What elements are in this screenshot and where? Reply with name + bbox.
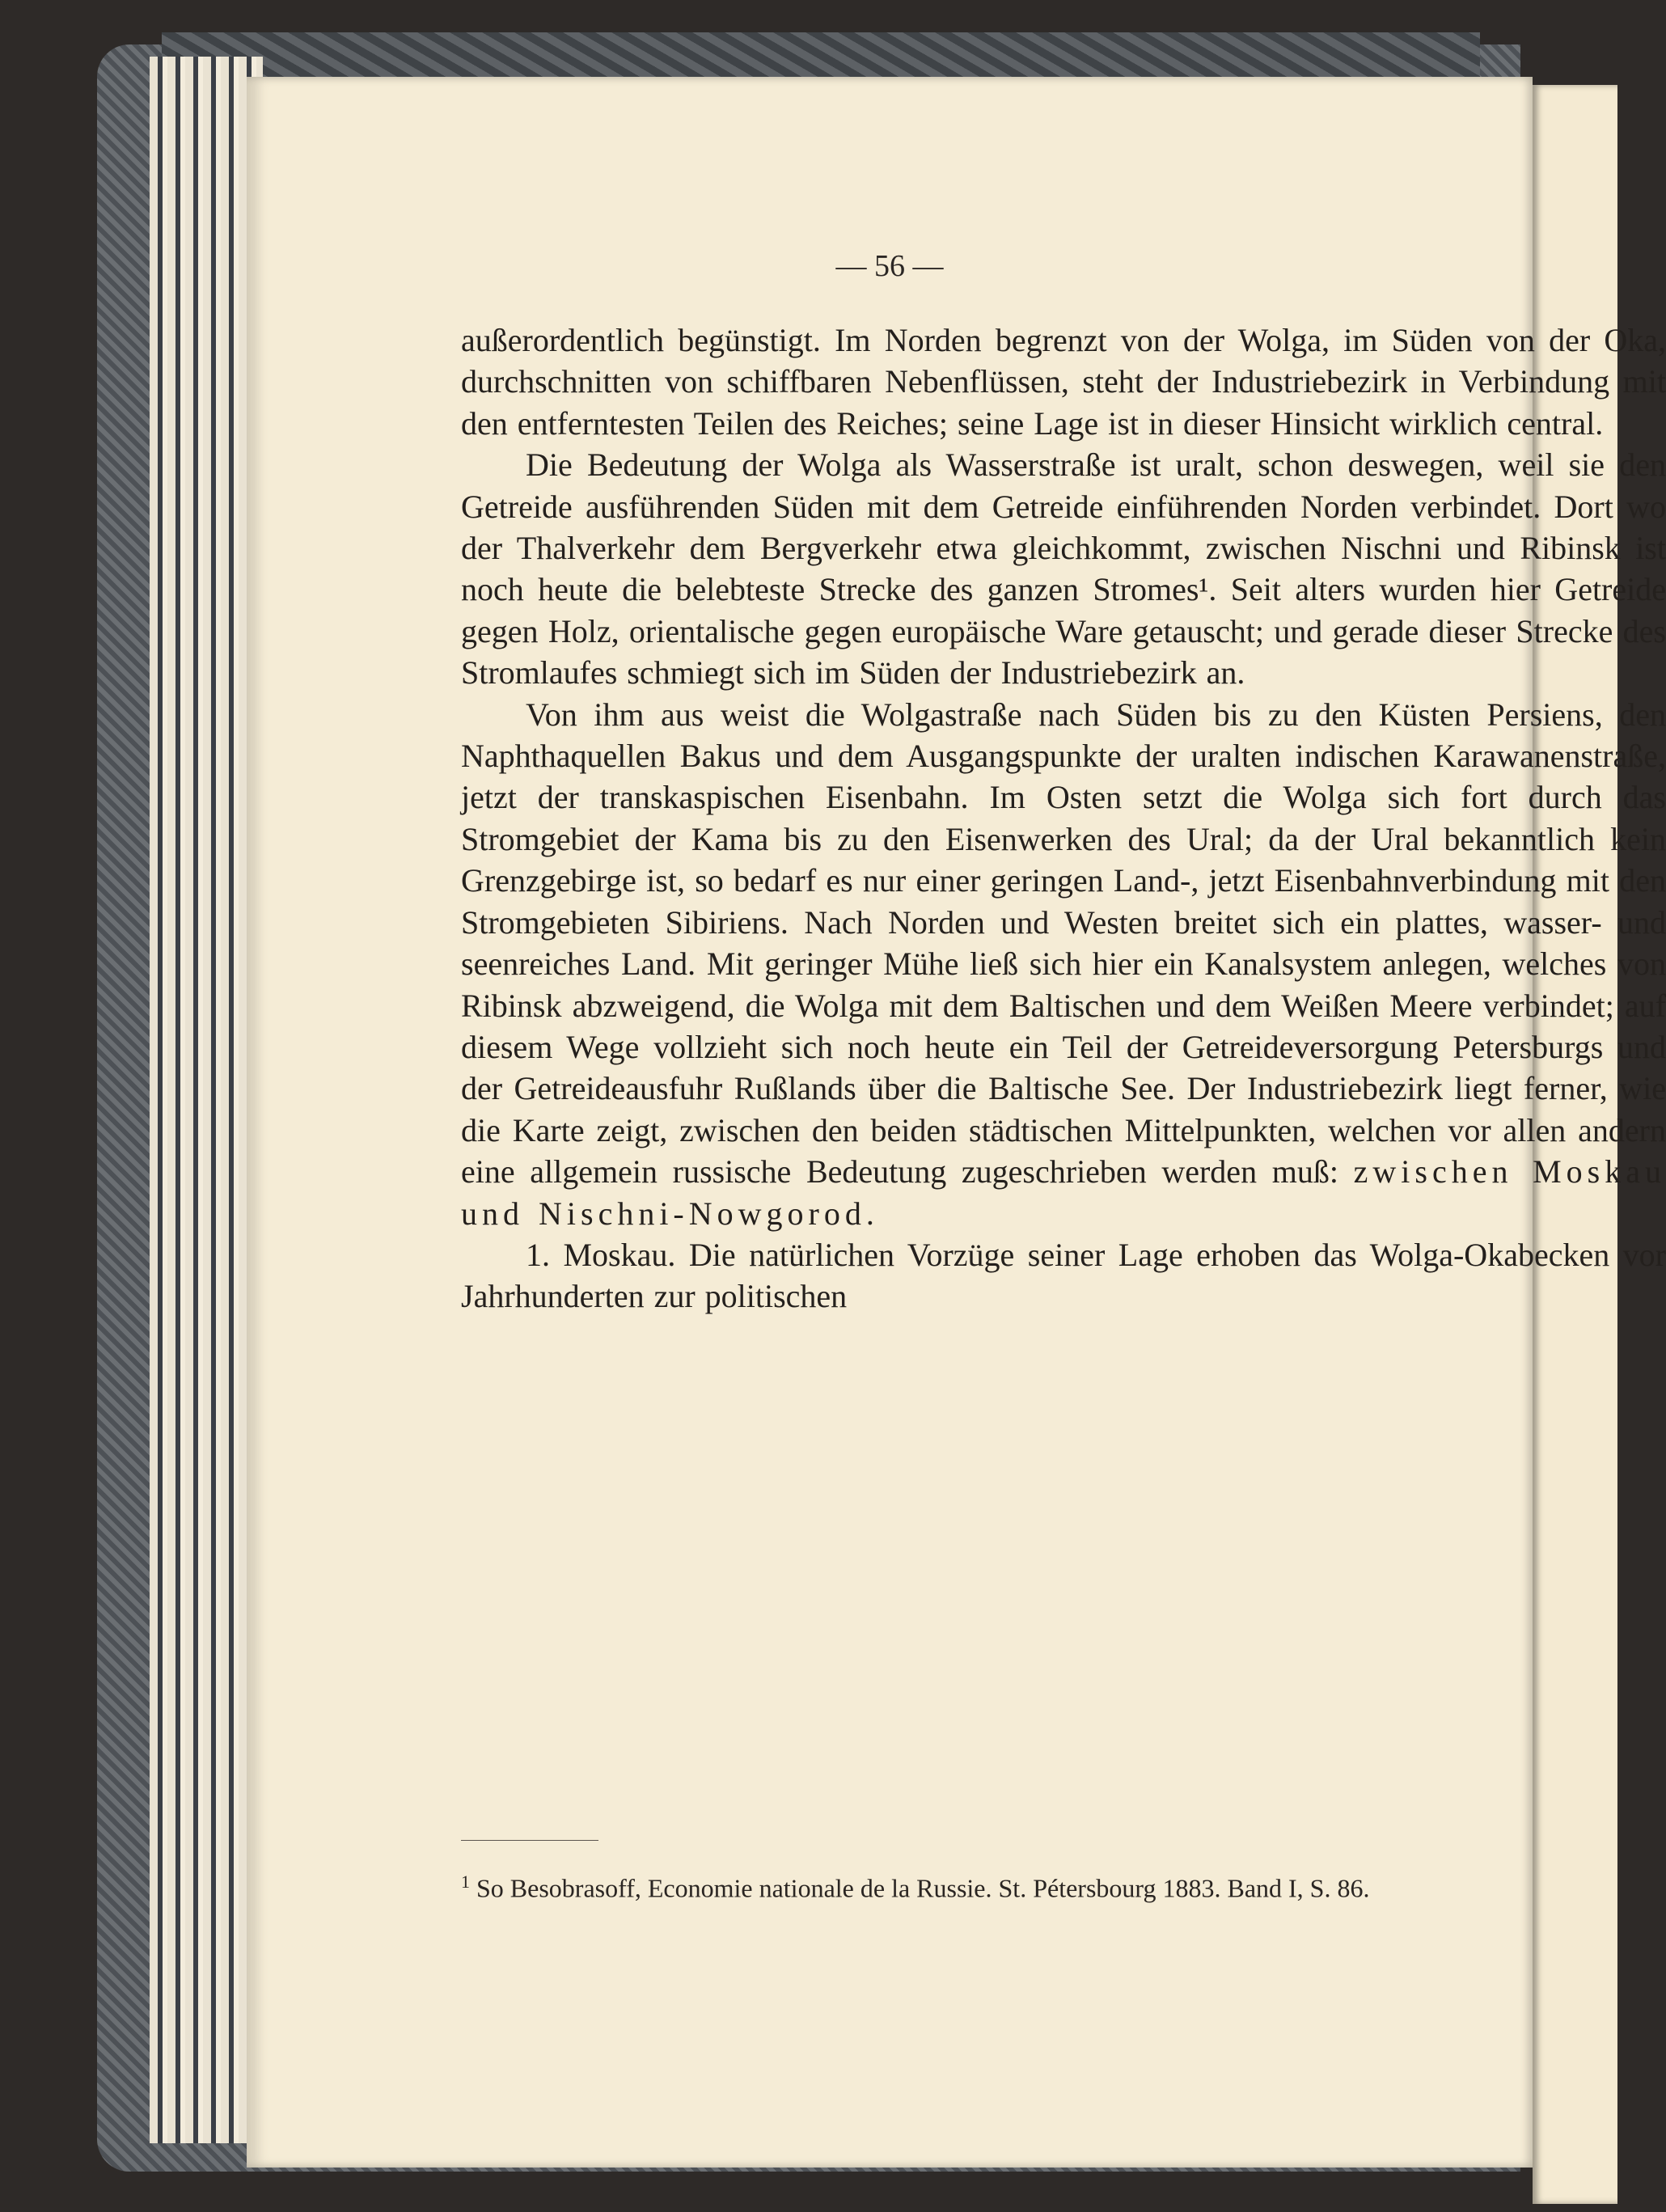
paragraph: außerordentlich begünstigt. Im Norden begrenzt von der Wolga, im Süden von der Oka, durchschnitten von schiffbaren Nebenflüssen, steht der Industriebezirk in Verbindung mit den entferntesten Teilen des Reiches; seine Lage ist in dieser Hinsicht wirklich central.	[461, 322, 1666, 442]
paragraph: Die Bedeutung der Wolga als Wasserstraße ist uralt, schon deswegen, weil sie den Getreide ausführenden Süden mit dem Getreide einführenden Norden verbindet. Dort wo der Thalverkehr dem Bergverkehr etwa gleichkommt, zwischen Nischni und Ribinsk ist noch heute die belebteste Strecke des ganzen Stromes¹. Seit alters wurden hier Getreide gegen Holz, orientalische gegen europäische Ware getauscht; und gerade dieser Strecke des Stromlaufes schmiegt sich im Süden der Industriebezirk an.	[461, 446, 1666, 692]
footnote-mark: 1	[461, 1872, 470, 1892]
paragraph	[461, 694, 1666, 1234]
page-body-text	[461, 319, 1666, 1317]
paragraph: 1. Moskau. Die natürlichen Vorzüge seiner Lage erhoben das Wolga-Okabecken vor Jahrhunderten zur politischen	[461, 1236, 1666, 1315]
paragraph-text: Von ihm aus weist die Wolgastraße nach Süden bis zu den Küsten Persiens, den Naphthaquellen Bakus und dem Ausgangspunkte der uralten indischen Karawanenstraße, jetzt der transkaspischen Eisenbahn. Im Osten setzt die Wolga sich fort durch das Stromgebiet der Kama bis zu den Eisenwerken des Ural; da der Ural bekanntlich kein Grenzgebirge ist, so bedarf es nur einer geringen Land-, jetzt Eisenbahnverbindung mit den Stromgebieten Sibiriens. Nach Norden und Westen breitet sich ein plattes, wasser- und seenreiches Land. Mit geringer Mühe ließ sich hier ein Kanalsystem anlegen, welches von Ribinsk abzweigend, die Wolga mit dem Baltischen und dem Weißen Meere verbindet; auf diesem Wege vollzieht sich noch heute ein Teil der Getreideversorgung Petersburgs und der Getreideausfuhr Rußlands über die Baltische See. Der Industriebezirk liegt ferner, wie die Karte zeigt, zwischen den beiden städtischen Mittelpunkten, welchen vor allen andern eine allgemein russische Bedeutung zugeschrieben werden muß:	[461, 696, 1666, 1191]
book-spine	[162, 32, 1480, 81]
footnote-text: So Besobrasoff, Economie nationale de la Russie. St. Pétersbourg 1883. Band I, S. 86.	[476, 1873, 1370, 1903]
paragraph-tail: zwischen Moskau und Nischni-Nowgorod.	[461, 1153, 1666, 1232]
footnote-divider	[461, 1840, 598, 1841]
page-edges	[150, 57, 263, 2143]
footnote	[461, 1863, 1666, 1908]
book-page	[247, 77, 1666, 2168]
page-number: — 56 —	[835, 249, 944, 283]
